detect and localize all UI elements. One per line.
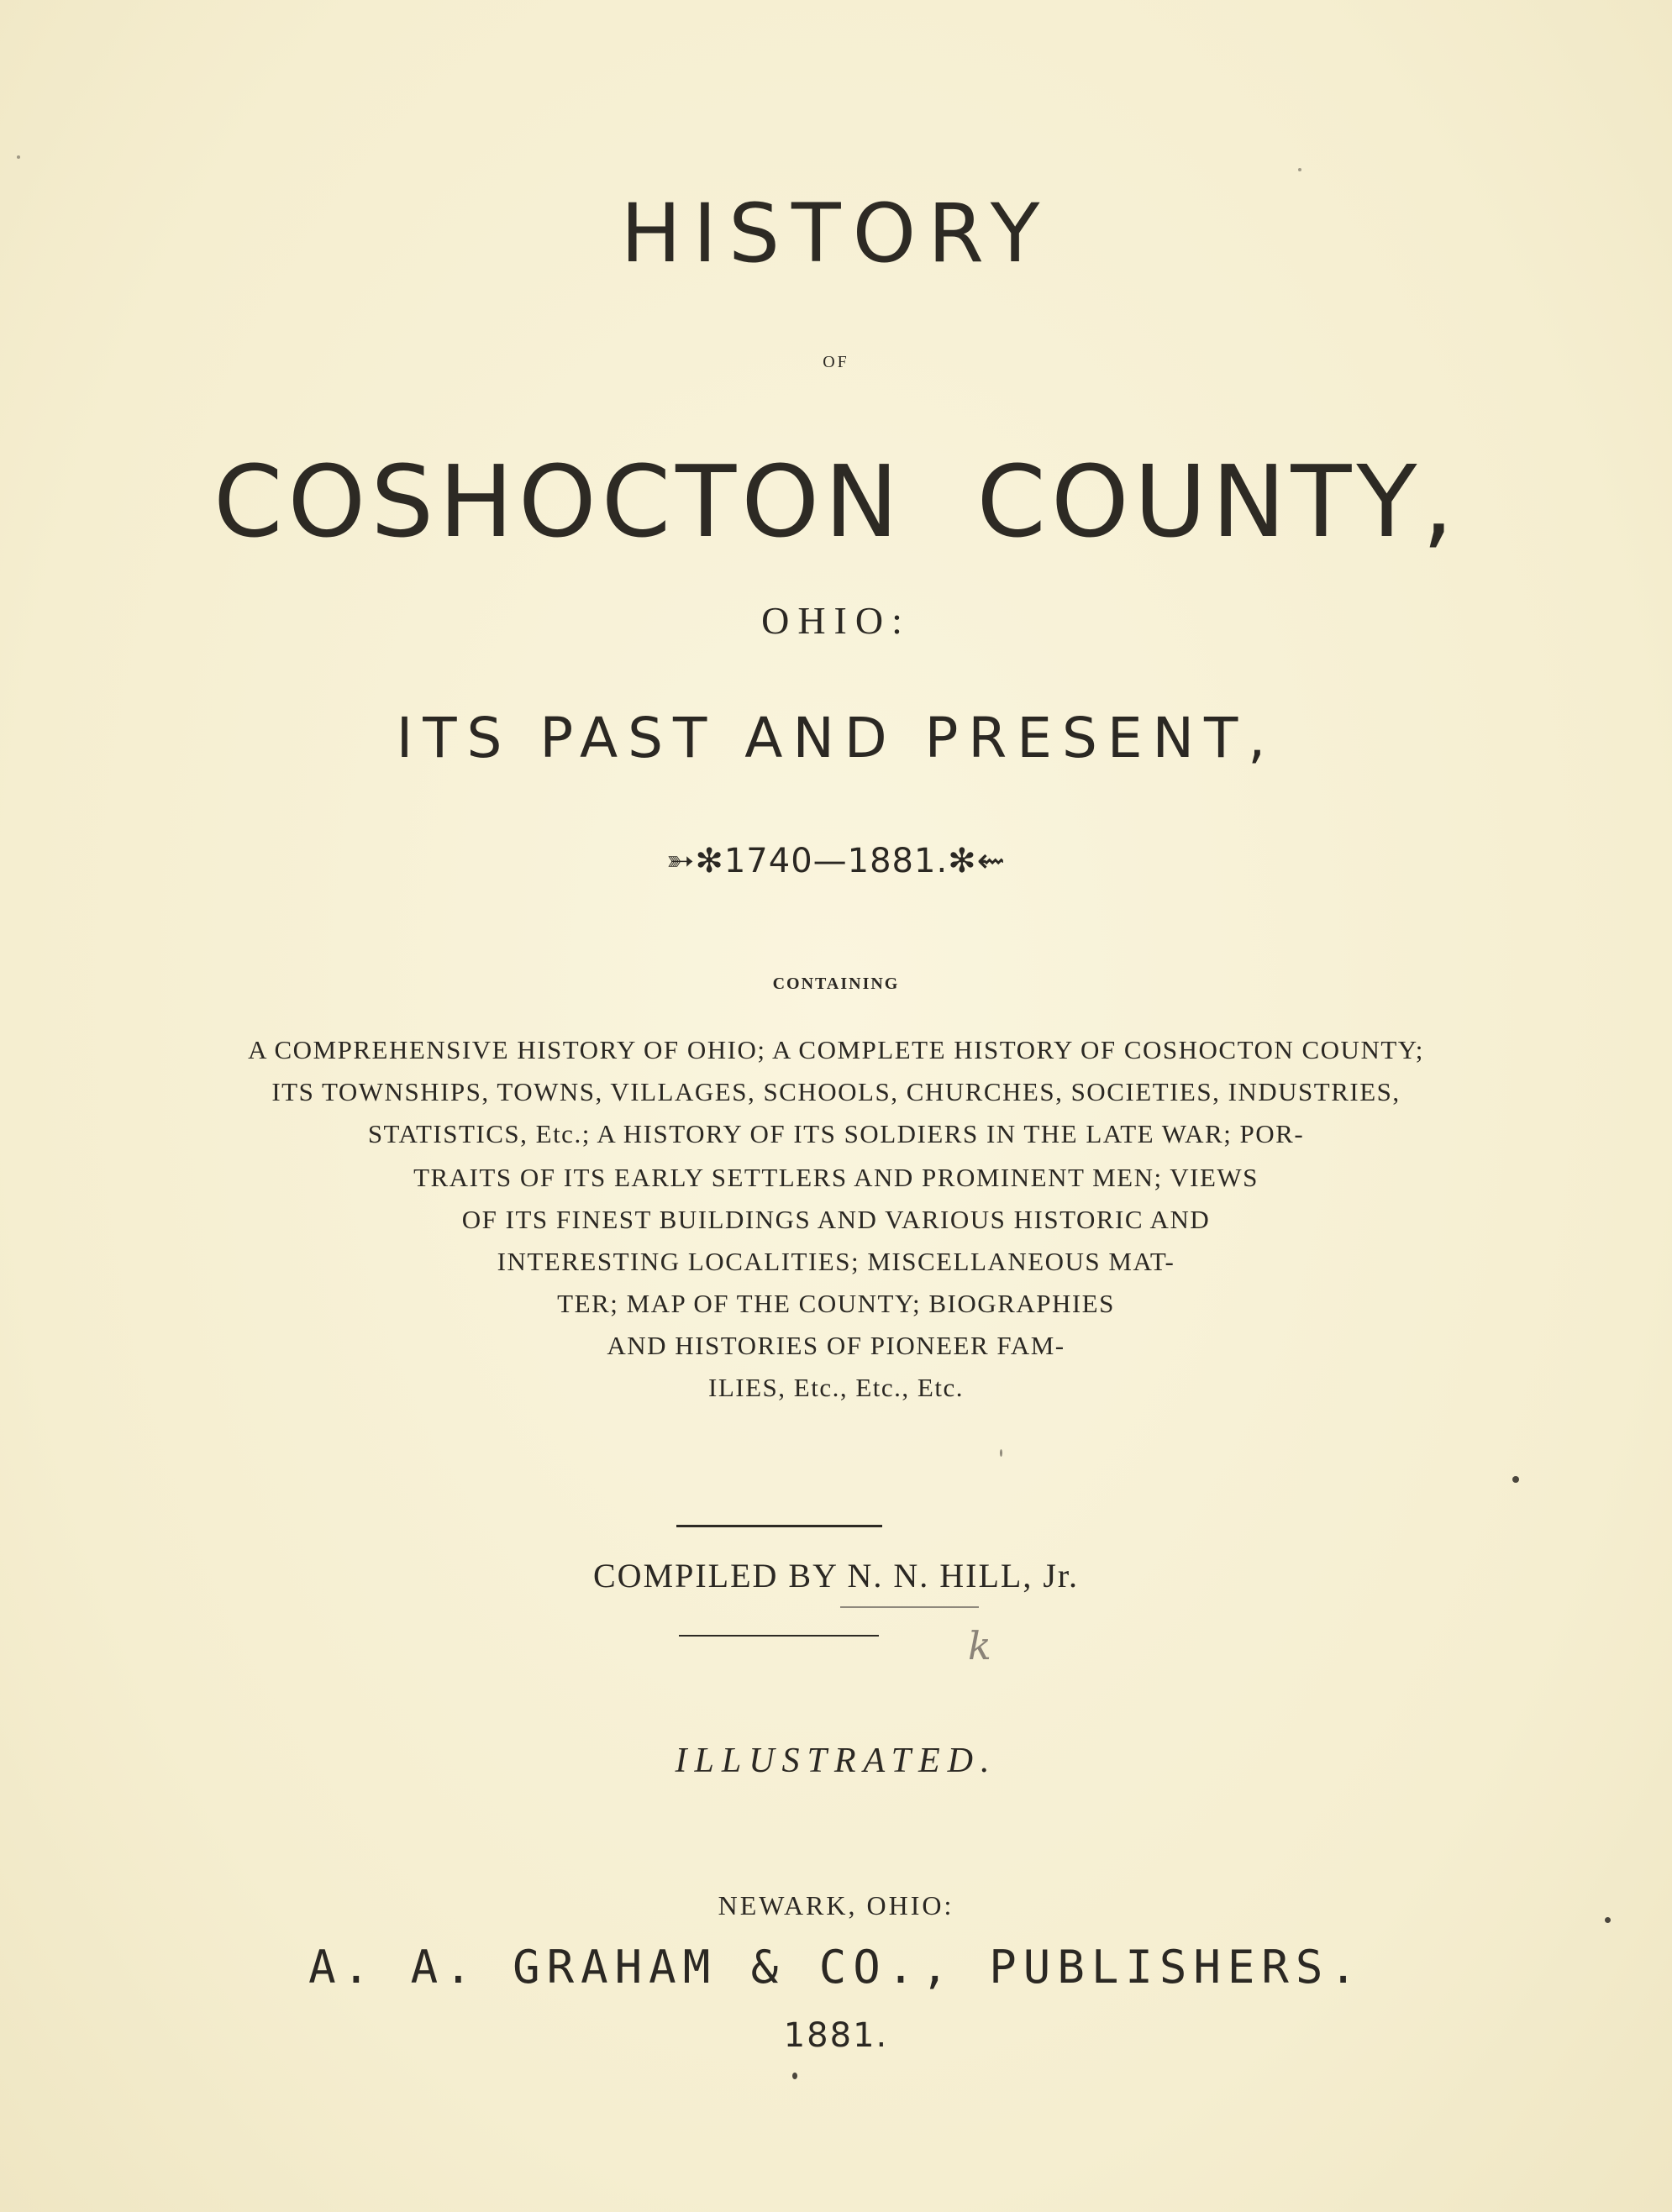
paper-speck — [792, 2073, 797, 2079]
book-title-history: HISTORY — [620, 187, 1052, 281]
contents-line: AND HISTORIES OF PIONEER FAM- — [607, 1331, 1065, 1360]
date-range: ➳✻1740—1881.✻⇜ — [665, 842, 1007, 880]
divider-rule — [679, 1635, 879, 1637]
imprint-year: 1881. — [783, 2016, 889, 2055]
imprint-publisher: A. A. GRAHAM & CO., PUBLISHERS. — [308, 1941, 1364, 1994]
illustrated-label: ILLUSTRATED. — [675, 1742, 997, 1780]
book-title-county: COSHOCTON COUNTY, — [213, 444, 1459, 560]
paper-speck — [1298, 168, 1301, 171]
paper-speck — [1512, 1476, 1519, 1483]
contents-line: TRAITS OF ITS EARLY SETTLERS AND PROMINENT MEN; VIEWS — [413, 1163, 1259, 1192]
contents-line: INTERESTING LOCALITIES; MISCELLANEOUS MAT- — [497, 1247, 1175, 1276]
compiled-by: COMPILED BY N. N. HILL, Jr. — [592, 1557, 1080, 1595]
paper-speck — [17, 155, 20, 159]
imprint-place: NEWARK, OHIO: — [718, 1890, 954, 1920]
paper-speck — [1605, 1917, 1611, 1923]
paper-speck — [1000, 1449, 1002, 1457]
contents-line: ITS TOWNSHIPS, TOWNS, VILLAGES, SCHOOLS, CHURCHES, SOCIETIES, INDUSTRIES, — [271, 1077, 1401, 1106]
book-title-state: OHIO: — [761, 599, 911, 642]
pencil-underline — [840, 1606, 979, 1608]
divider-rule — [676, 1525, 882, 1527]
contents-line: TER; MAP OF THE COUNTY; BIOGRAPHIES — [557, 1289, 1115, 1318]
contents-line: A COMPREHENSIVE HISTORY OF OHIO; A COMPLETE HISTORY OF COSHOCTON COUNTY; — [248, 1035, 1424, 1064]
title-of: OF — [823, 353, 849, 371]
containing-label: CONTAINING — [772, 975, 900, 993]
contents-line: STATISTICS, Etc.; A HISTORY OF ITS SOLDIERS IN THE LATE WAR; POR- — [367, 1119, 1305, 1148]
contents-line: OF ITS FINEST BUILDINGS AND VARIOUS HISTORIC AND — [461, 1205, 1211, 1234]
subtitle: ITS PAST AND PRESENT, — [396, 706, 1276, 770]
handwritten-mark: k — [968, 1623, 991, 1668]
contents-line: ILIES, Etc., Etc., Etc. — [708, 1373, 964, 1402]
